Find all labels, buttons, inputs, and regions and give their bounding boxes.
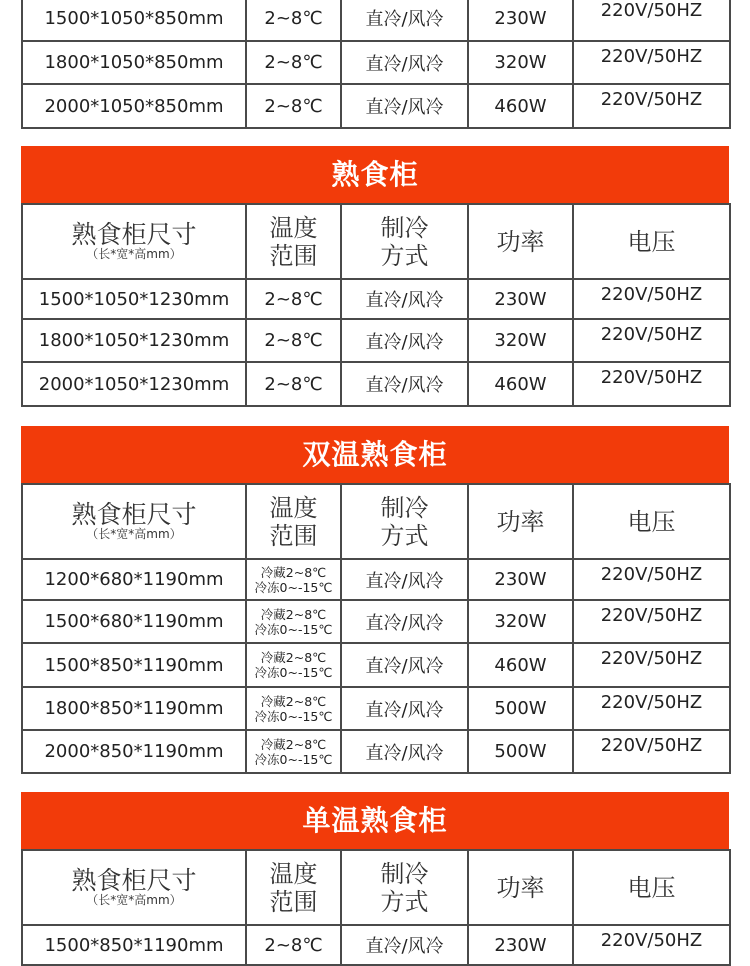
header-cooling-line2: 方式: [380, 241, 429, 270]
header-cooling-line1: 制冷: [380, 859, 429, 888]
temp-freeze: 冷冻0~-15℃: [254, 665, 333, 680]
temp-cell: 2~8℃: [246, 41, 341, 84]
voltage-cell: 220V/50HZ: [573, 84, 730, 128]
temp-cell: 2~8℃: [246, 925, 341, 965]
table-row: [22, 319, 730, 362]
temp-chill: 冷藏2~8℃: [260, 693, 327, 709]
header-size-label: 熟食柜尺寸: [71, 220, 197, 249]
power-cell: 460W: [468, 84, 573, 128]
header-temp: [246, 204, 341, 279]
header-cooling: [341, 850, 468, 925]
power-cell: 320W: [468, 600, 573, 643]
header-size-label: 熟食柜尺寸: [71, 500, 197, 529]
spec-table: [21, 203, 731, 407]
voltage-cell: 220V/50HZ: [573, 643, 730, 687]
header-cooling: [341, 204, 468, 279]
table-row: [22, 925, 730, 965]
cooling-cell: 直冷/风冷: [341, 319, 468, 362]
temp-chill: 冷藏2~8℃: [260, 606, 327, 622]
temp-cell: 2~8℃: [246, 279, 341, 319]
size-cell: 1200*680*1190mm: [22, 559, 246, 600]
header-voltage: 电压: [573, 484, 730, 559]
size-cell: 1500*850*1190mm: [22, 643, 246, 687]
header-power: 功率: [468, 204, 573, 279]
table-row: [22, 559, 730, 600]
table-row: [22, 730, 730, 773]
temp-freeze: 冷冻0~-15℃: [254, 579, 333, 595]
header-size-sub: （长*宽*高mm）: [86, 247, 182, 261]
size-cell: 1800*850*1190mm: [22, 687, 246, 730]
cooling-cell: 直冷/风冷: [341, 559, 468, 600]
header-cooling-line2: 方式: [380, 521, 429, 550]
header-temp-line2: 范围: [269, 887, 318, 916]
table-row: [22, 279, 730, 319]
spec-table: [21, 849, 731, 966]
temp-cell: [246, 600, 341, 643]
size-cell: 1800*1050*850mm: [22, 41, 246, 84]
header-cooling-line1: 制冷: [380, 493, 429, 522]
header-power: 功率: [468, 484, 573, 559]
header-temp-line1: 温度: [269, 493, 318, 522]
power-cell: 320W: [468, 41, 573, 84]
cooling-cell: 直冷/风冷: [341, 362, 468, 406]
size-cell: 1500*1050*850mm: [22, 0, 246, 41]
table-row: [22, 687, 730, 730]
voltage-cell: 220V/50HZ: [573, 687, 730, 730]
size-cell: 1800*1050*1230mm: [22, 319, 246, 362]
voltage-cell: 220V/50HZ: [573, 279, 730, 319]
header-temp-line2: 范围: [269, 241, 318, 270]
temp-freeze: 冷冻0~-15℃: [254, 751, 333, 767]
header-temp-line1: 温度: [269, 859, 318, 888]
table-header-row: [22, 484, 730, 559]
power-cell: 500W: [468, 730, 573, 773]
cooling-cell: 直冷/风冷: [341, 41, 468, 84]
cooling-cell: 直冷/风冷: [341, 0, 468, 41]
section-title: 单温熟食柜: [21, 792, 729, 849]
voltage-cell: 220V/50HZ: [573, 925, 730, 965]
size-cell: 1500*680*1190mm: [22, 600, 246, 643]
temp-cell: 2~8℃: [246, 319, 341, 362]
cooling-cell: 直冷/风冷: [341, 925, 468, 965]
temp-cell: [246, 687, 341, 730]
temp-freeze: 冷冻0~-15℃: [254, 708, 333, 724]
temp-chill: 冷藏2~8℃: [260, 650, 327, 665]
size-cell: 2000*1050*850mm: [22, 84, 246, 128]
cooling-cell: 直冷/风冷: [341, 600, 468, 643]
voltage-cell: 220V/50HZ: [573, 730, 730, 773]
power-cell: 460W: [468, 643, 573, 687]
cooling-cell: 直冷/风冷: [341, 687, 468, 730]
power-cell: 320W: [468, 319, 573, 362]
power-cell: 230W: [468, 559, 573, 600]
header-size-label: 熟食柜尺寸: [71, 866, 197, 895]
header-voltage: 电压: [573, 204, 730, 279]
voltage-cell: 220V/50HZ: [573, 41, 730, 84]
cooling-cell: 直冷/风冷: [341, 643, 468, 687]
spec-table: [21, 0, 731, 129]
power-cell: 460W: [468, 362, 573, 406]
temp-cell: [246, 730, 341, 773]
voltage-cell: 220V/50HZ: [573, 559, 730, 600]
size-cell: 2000*1050*1230mm: [22, 362, 246, 406]
temp-chill: 冷藏2~8℃: [260, 736, 327, 752]
size-cell: 1500*850*1190mm: [22, 925, 246, 965]
header-voltage: 电压: [573, 850, 730, 925]
temp-cell: [246, 643, 341, 687]
power-cell: 230W: [468, 279, 573, 319]
section-title: 双温熟食柜: [21, 426, 729, 483]
header-power: 功率: [468, 850, 573, 925]
header-temp-line2: 范围: [269, 521, 318, 550]
table-header-row: [22, 204, 730, 279]
voltage-cell: 220V/50HZ: [573, 0, 730, 41]
table-row: [22, 41, 730, 84]
header-temp: [246, 484, 341, 559]
temp-cell: 2~8℃: [246, 362, 341, 406]
cooling-cell: 直冷/风冷: [341, 84, 468, 128]
voltage-cell: 220V/50HZ: [573, 600, 730, 643]
header-temp: [246, 850, 341, 925]
cooling-cell: 直冷/风冷: [341, 730, 468, 773]
header-cooling-line1: 制冷: [380, 213, 429, 242]
spec-table: [21, 483, 731, 774]
table-row: [22, 600, 730, 643]
header-size: [22, 850, 246, 925]
header-size: [22, 204, 246, 279]
table-row: [22, 362, 730, 406]
header-cooling-line2: 方式: [380, 887, 429, 916]
temp-cell: 2~8℃: [246, 84, 341, 128]
temp-freeze: 冷冻0~-15℃: [254, 621, 333, 637]
header-cooling: [341, 484, 468, 559]
size-cell: 2000*850*1190mm: [22, 730, 246, 773]
table-row: [22, 0, 730, 41]
section-title: 熟食柜: [21, 146, 729, 203]
table-header-row: [22, 850, 730, 925]
power-cell: 230W: [468, 925, 573, 965]
cooling-cell: 直冷/风冷: [341, 279, 468, 319]
temp-cell: 2~8℃: [246, 0, 341, 41]
temp-chill: 冷藏2~8℃: [260, 564, 327, 580]
table-row: [22, 643, 730, 687]
header-size-sub: （长*宽*高mm）: [86, 893, 182, 907]
temp-cell: [246, 559, 341, 600]
power-cell: 500W: [468, 687, 573, 730]
header-size: [22, 484, 246, 559]
header-temp-line1: 温度: [269, 213, 318, 242]
table-row: [22, 84, 730, 128]
size-cell: 1500*1050*1230mm: [22, 279, 246, 319]
power-cell: 230W: [468, 0, 573, 41]
voltage-cell: 220V/50HZ: [573, 362, 730, 406]
header-size-sub: （长*宽*高mm）: [86, 527, 182, 541]
voltage-cell: 220V/50HZ: [573, 319, 730, 362]
